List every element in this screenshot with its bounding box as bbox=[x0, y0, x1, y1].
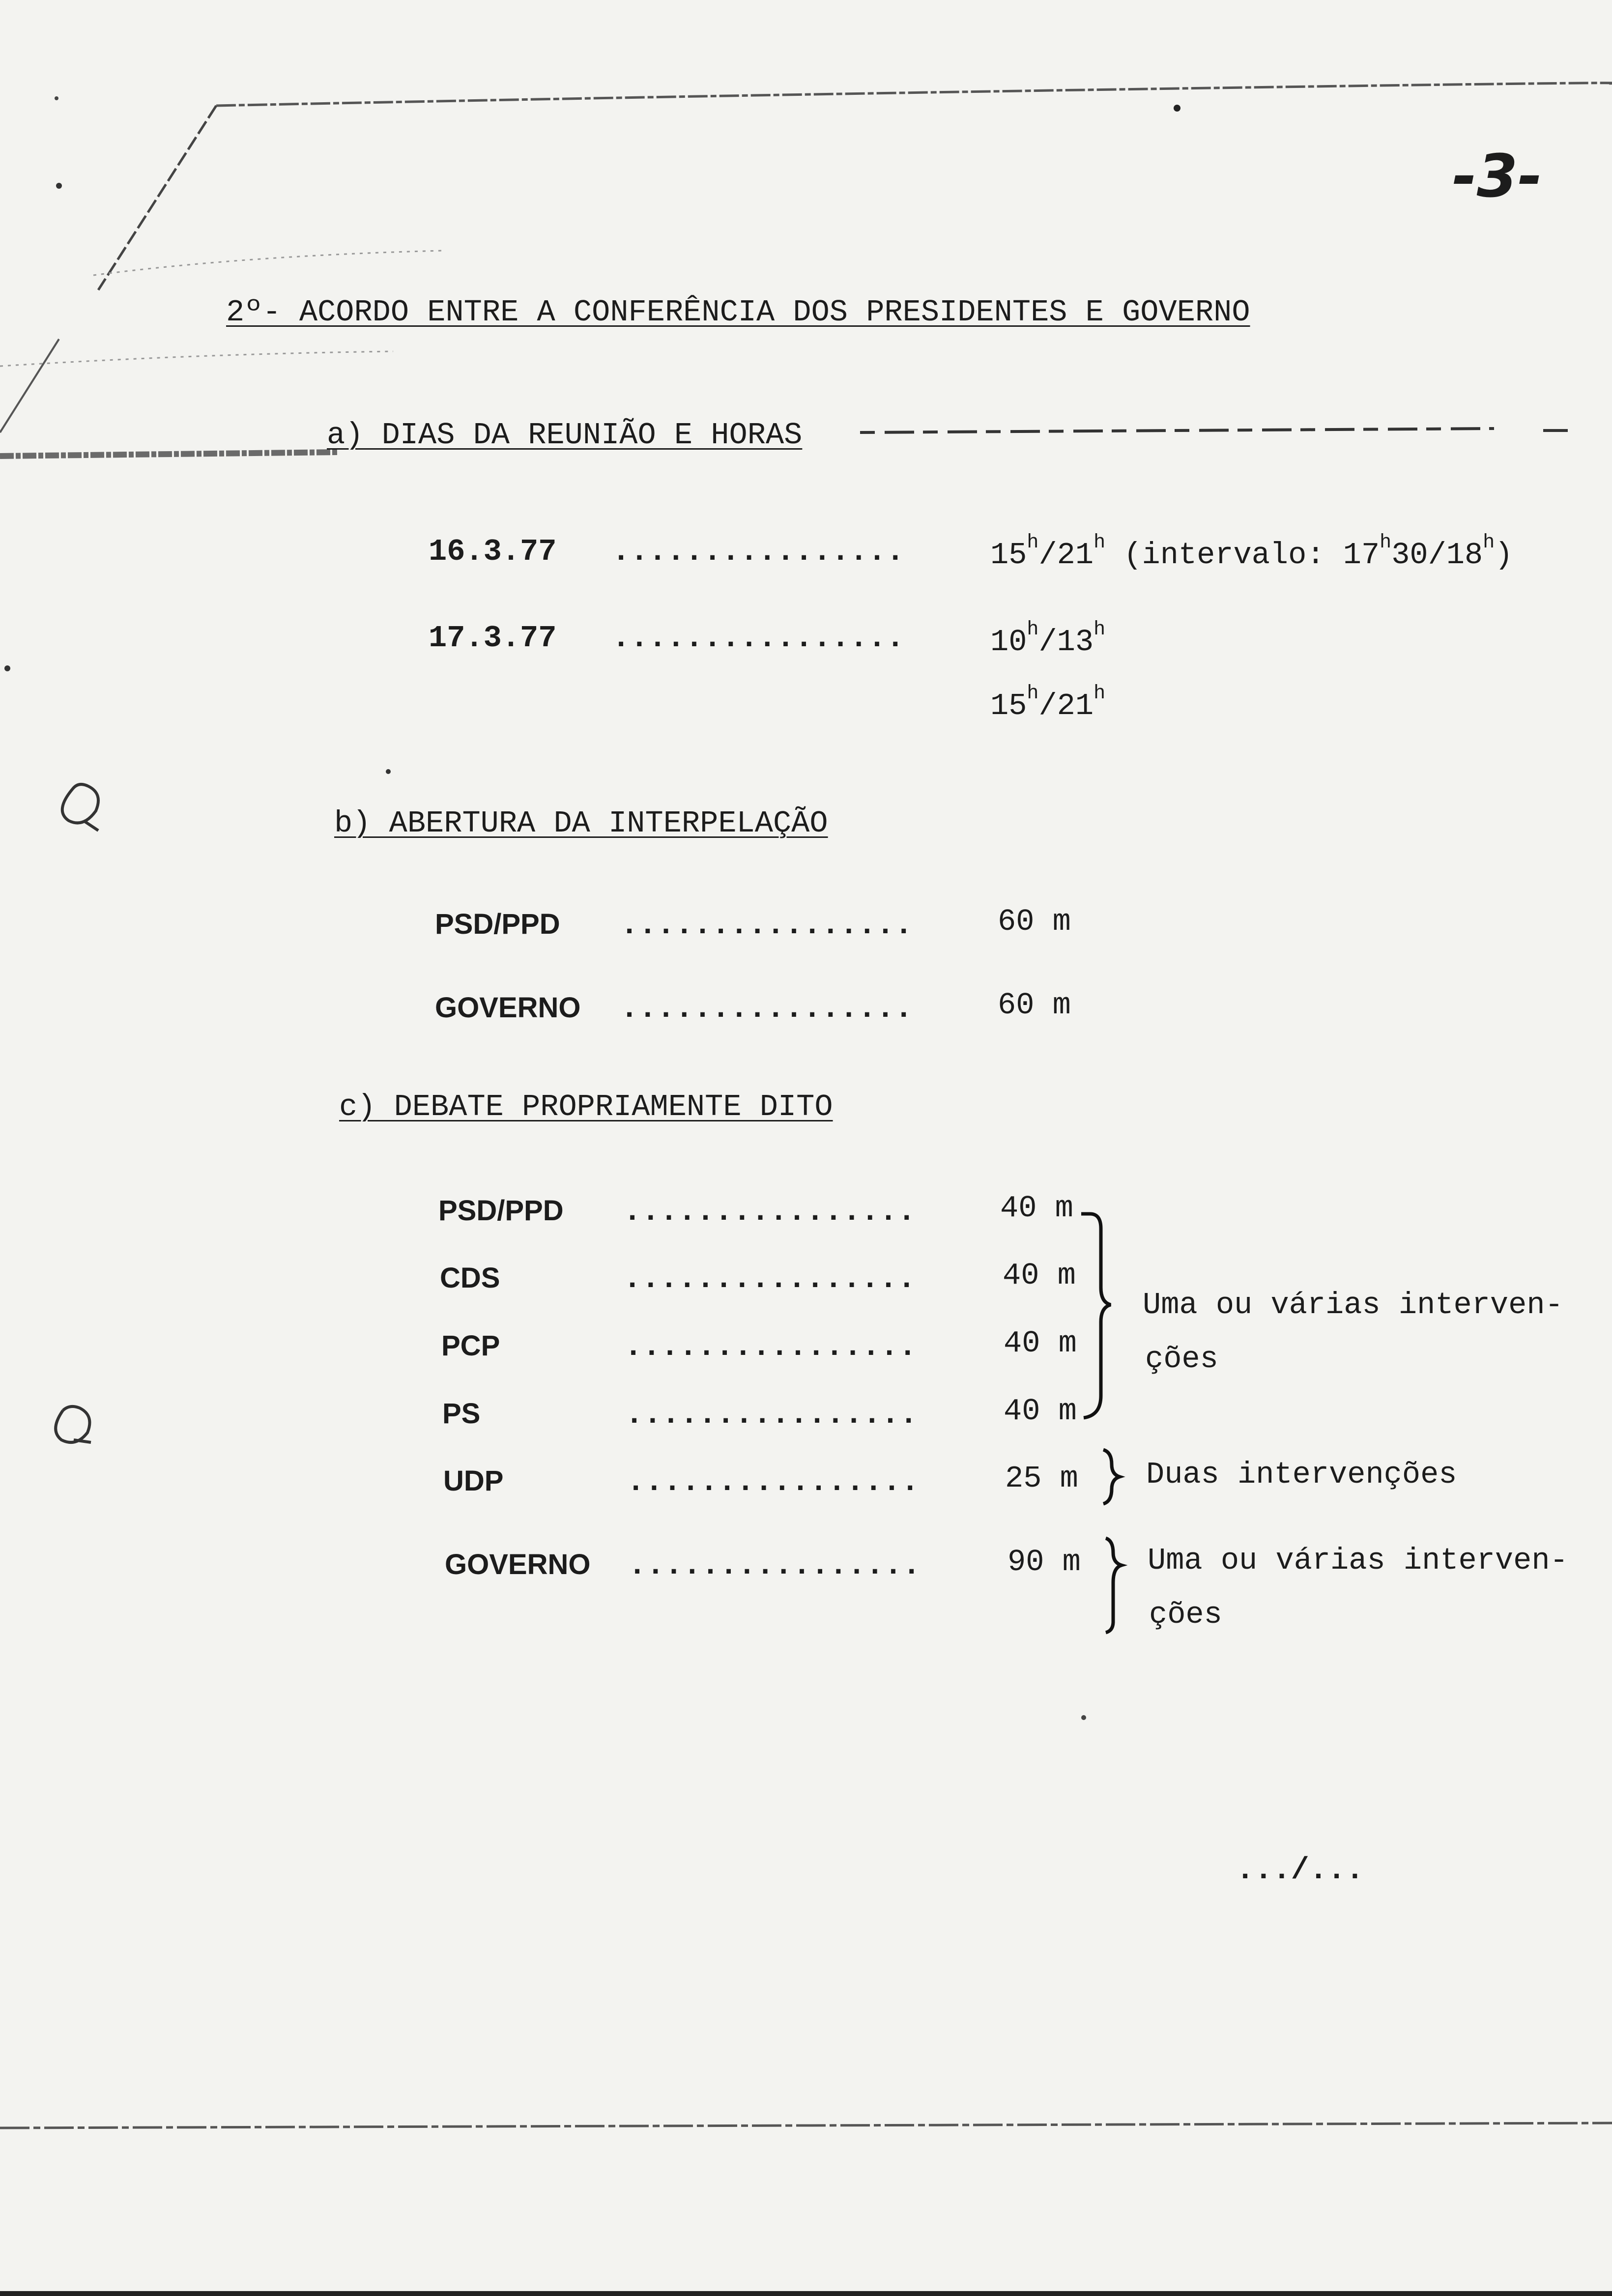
party-label: CDS bbox=[440, 1262, 500, 1294]
party-time: 40 m bbox=[1004, 1394, 1077, 1429]
party-time: 40 m bbox=[1004, 1326, 1077, 1361]
party-dots: ................ bbox=[627, 1464, 920, 1499]
party-time: 40 m bbox=[1003, 1258, 1076, 1293]
group-note: Uma ou várias interven- bbox=[1148, 1543, 1568, 1578]
schedule-dots: ................ bbox=[612, 621, 905, 656]
party-label: UDP bbox=[443, 1465, 504, 1497]
party-time: 60 m bbox=[998, 988, 1071, 1023]
group-note: ções bbox=[1145, 1342, 1218, 1377]
group-note: Duas intervenções bbox=[1146, 1457, 1457, 1492]
schedule-dots: ................ bbox=[612, 534, 905, 569]
schedule-date: 16.3.77 bbox=[429, 534, 557, 569]
party-dots: ................ bbox=[620, 908, 913, 943]
continuation-mark: .../... bbox=[1236, 1853, 1364, 1888]
party-label: PSD/PPD bbox=[435, 908, 560, 940]
group-note: Uma ou várias interven- bbox=[1143, 1288, 1563, 1322]
party-time: 60 m bbox=[998, 904, 1071, 939]
part-c-heading: c) DEBATE PROPRIAMENTE DITO bbox=[339, 1090, 833, 1124]
schedule-hours-extra: 15$^h$/21$^h$ bbox=[990, 683, 1106, 723]
party-time: 90 m bbox=[1008, 1545, 1081, 1579]
party-label: PS bbox=[442, 1398, 481, 1430]
schedule-row bbox=[429, 534, 557, 569]
party-dots: ................ bbox=[628, 1548, 921, 1583]
party-dots: ................ bbox=[620, 991, 913, 1026]
schedule-row bbox=[429, 623, 556, 654]
party-label: GOVERNO bbox=[435, 992, 581, 1024]
party-label: PCP bbox=[441, 1330, 500, 1362]
party-dots: ................ bbox=[625, 1397, 918, 1432]
party-label: PSD/PPD bbox=[438, 1195, 564, 1227]
schedule-date: 17.3.77 bbox=[429, 621, 557, 656]
part-a-heading: a) DIAS DA REUNIÃO E HORAS bbox=[327, 418, 803, 453]
page-number: -3- bbox=[1452, 143, 1543, 211]
party-label: GOVERNO bbox=[445, 1549, 591, 1580]
part-b-heading: b) ABERTURA DA INTERPELAÇÃO bbox=[334, 806, 828, 841]
party-dots: ................ bbox=[623, 1194, 916, 1229]
schedule-hours: 15$^h$/21$^h$ (intervalo: 17$^h$30/18$^h$) bbox=[990, 532, 1513, 573]
group-note: ções bbox=[1149, 1597, 1222, 1632]
party-time: 40 m bbox=[1000, 1191, 1073, 1226]
party-dots: ................ bbox=[623, 1262, 916, 1296]
party-dots: ................ bbox=[624, 1329, 917, 1364]
section-title: 2º- ACORDO ENTRE A CONFERÊNCIA DOS PRESIDENTES E GOVERNO bbox=[226, 295, 1250, 330]
party-time: 25 m bbox=[1005, 1461, 1078, 1496]
schedule-hours: 10$^h$/13$^h$ bbox=[990, 619, 1106, 660]
